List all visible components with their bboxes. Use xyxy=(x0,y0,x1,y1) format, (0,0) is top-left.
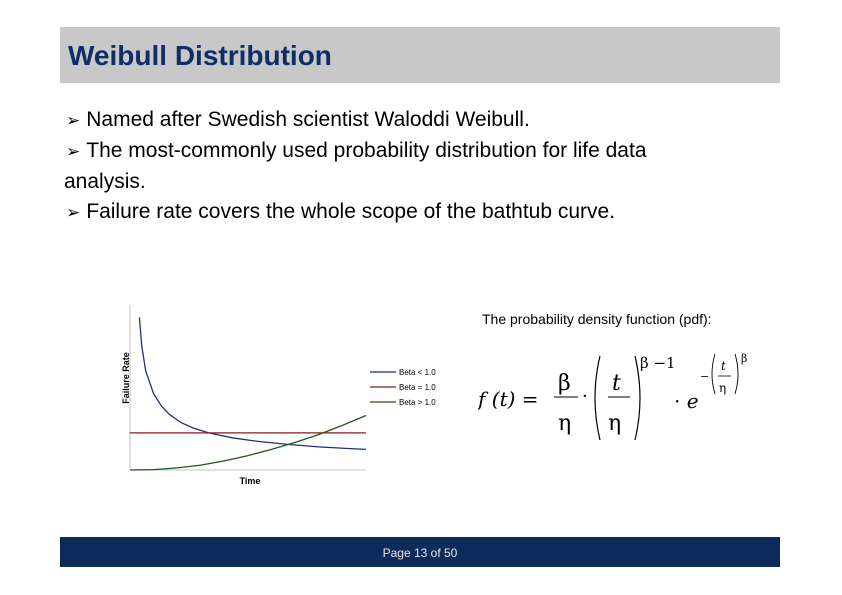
legend-label: Beta > 1.0 xyxy=(399,398,436,407)
bullet-continuation: analysis. xyxy=(64,170,146,193)
bullet-list xyxy=(66,105,766,228)
arrow-bullet-icon: ➢ xyxy=(66,111,81,131)
formula-t: t xyxy=(612,371,621,396)
footer-bar xyxy=(60,537,780,567)
failure-rate-chart xyxy=(118,300,458,500)
formula-eta: η xyxy=(608,411,622,436)
formula-eta: η xyxy=(558,411,572,436)
bullet-item xyxy=(66,105,766,136)
weibull-pdf-formula xyxy=(478,348,768,448)
formula-exp-t: t xyxy=(721,359,726,373)
title-bar xyxy=(60,27,780,83)
pdf-label: The probability density function (pdf): xyxy=(482,311,712,327)
bullet-text: The most-commonly used probability distribution for life data xyxy=(86,139,647,162)
exp-left-paren xyxy=(712,354,715,394)
bullet-text: Named after Swedish scientist Waloddi Weibull. xyxy=(86,108,530,131)
bullet-item xyxy=(66,197,766,228)
formula-e: · e xyxy=(674,389,699,413)
page-number: Page 13 of 50 xyxy=(382,546,458,560)
formula-minus: − xyxy=(700,370,710,383)
formula-exp-eta: η xyxy=(719,381,727,395)
formula-lhs: f (t) = xyxy=(478,387,539,411)
series-line-3 xyxy=(130,416,366,471)
page-title: Weibull Distribution xyxy=(68,40,332,71)
bullet-text: Failure rate covers the whole scope of the bathtub curve. xyxy=(86,200,616,223)
series-layer xyxy=(130,317,366,470)
arrow-bullet-icon: ➢ xyxy=(66,142,81,162)
arrow-bullet-icon: ➢ xyxy=(66,203,81,223)
x-axis-label: Time xyxy=(239,476,261,486)
left-paren xyxy=(595,356,600,440)
formula-exp-beta: β xyxy=(741,352,748,365)
legend-label: Beta = 1.0 xyxy=(399,383,436,392)
exp-right-paren xyxy=(735,354,738,394)
y-axis-label: Failure Rate xyxy=(121,352,131,404)
legend-label: Beta < 1.0 xyxy=(399,368,436,377)
formula-dot: · xyxy=(582,386,588,407)
formula-beta: β xyxy=(558,371,571,396)
formula-exponent: β −1 xyxy=(640,354,676,372)
legend xyxy=(370,368,436,407)
bullet-item xyxy=(66,136,766,197)
